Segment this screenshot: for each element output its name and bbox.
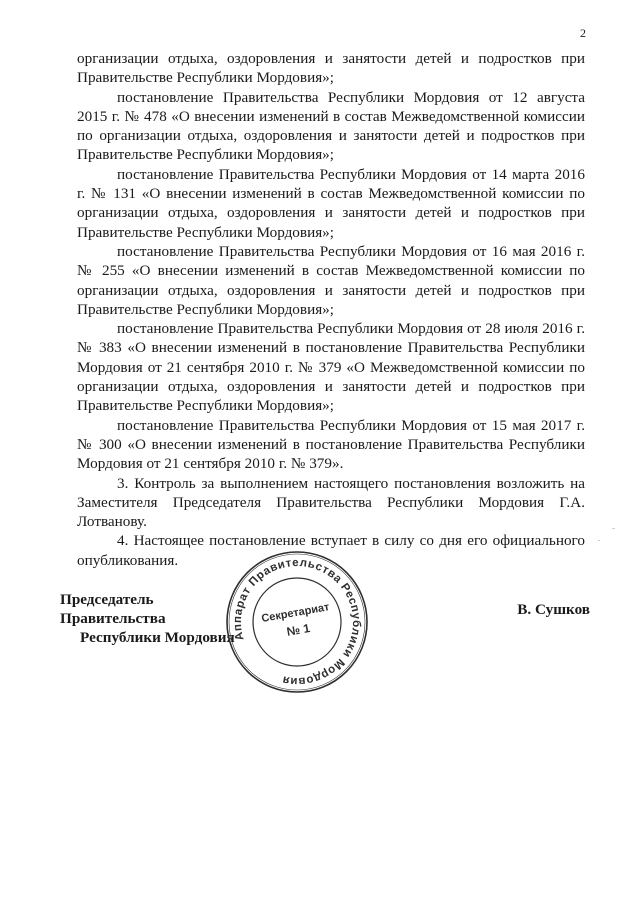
- scan-speck: [612, 528, 615, 529]
- signatory-name: В. Сушков: [517, 601, 590, 618]
- body-paragraph: постановление Правительства Республики Мордовия от 12 августа 2015 г. № 478 «О внесении изменений в состав Межведомственной комиссии по организации отдыха, оздоровления и занятости детей и подростков при Правительстве Республики Мордовия»;: [77, 88, 585, 164]
- signatory-title-line-1: Председатель Правительства: [60, 591, 166, 627]
- body-paragraph: постановление Правительства Республики Мордовия от 28 июля 2016 г. № 383 «О внесении изменений в постановление Правительства Республики Мордовия от 21 сентября 2010 г. № 379 «О Межведомственной комиссии по организации отдыха, оздоровления и занятости детей и подростков при Правительстве Республики Мордовия»;: [77, 320, 585, 415]
- stamp-outer-ring-thin: [229, 554, 365, 690]
- body-paragraph: 3. Контроль за выполнением настоящего постановления возложить на Заместителя Председателя Правительства Республики Мордовия Г.А. Лотванову.: [77, 474, 585, 531]
- body-paragraph: постановление Правительства Республики Мордовия от 16 мая 2016 г. № 255 «О внесении изменений в состав Межведомственной комиссии по организации отдыха, оздоровления и занятости детей и подростков при Правительстве Республики Мордовия»;: [77, 242, 585, 318]
- stamp-outer-ring: [227, 552, 367, 692]
- signatory-title-line-2: Республики Мордовия: [80, 629, 235, 646]
- stamp-center-label: Секретариат: [260, 601, 331, 626]
- scan-speck: [598, 540, 600, 541]
- body-paragraph: постановление Правительства Республики Мордовия от 15 мая 2017 г. № 300 «О внесении изменений в постановление Правительства Республики Мордовия от 21 сентября 2010 г. № 379».: [77, 416, 585, 473]
- document-body: [77, 49, 585, 570]
- page-number: 2: [580, 26, 586, 40]
- body-paragraph: постановление Правительства Республики Мордовия от 14 марта 2016 г. № 131 «О внесении изменений в состав Межведомственной комиссии по организации отдыха, оздоровления и занятости детей и подростков при Правительстве Республики Мордовия»;: [77, 165, 585, 241]
- body-paragraph: 4. Настоящее постановление вступает в силу со дня его официального опубликования.: [77, 532, 585, 569]
- stamp-ring-text: Аппарат Правительства Республики Мордовия: [231, 556, 363, 688]
- official-stamp: [222, 548, 372, 696]
- stamp-center-number: № 1: [285, 620, 312, 639]
- body-paragraph: организации отдыха, оздоровления и занятости детей и подростков при Правительстве Республики Мордовия»;: [77, 50, 585, 87]
